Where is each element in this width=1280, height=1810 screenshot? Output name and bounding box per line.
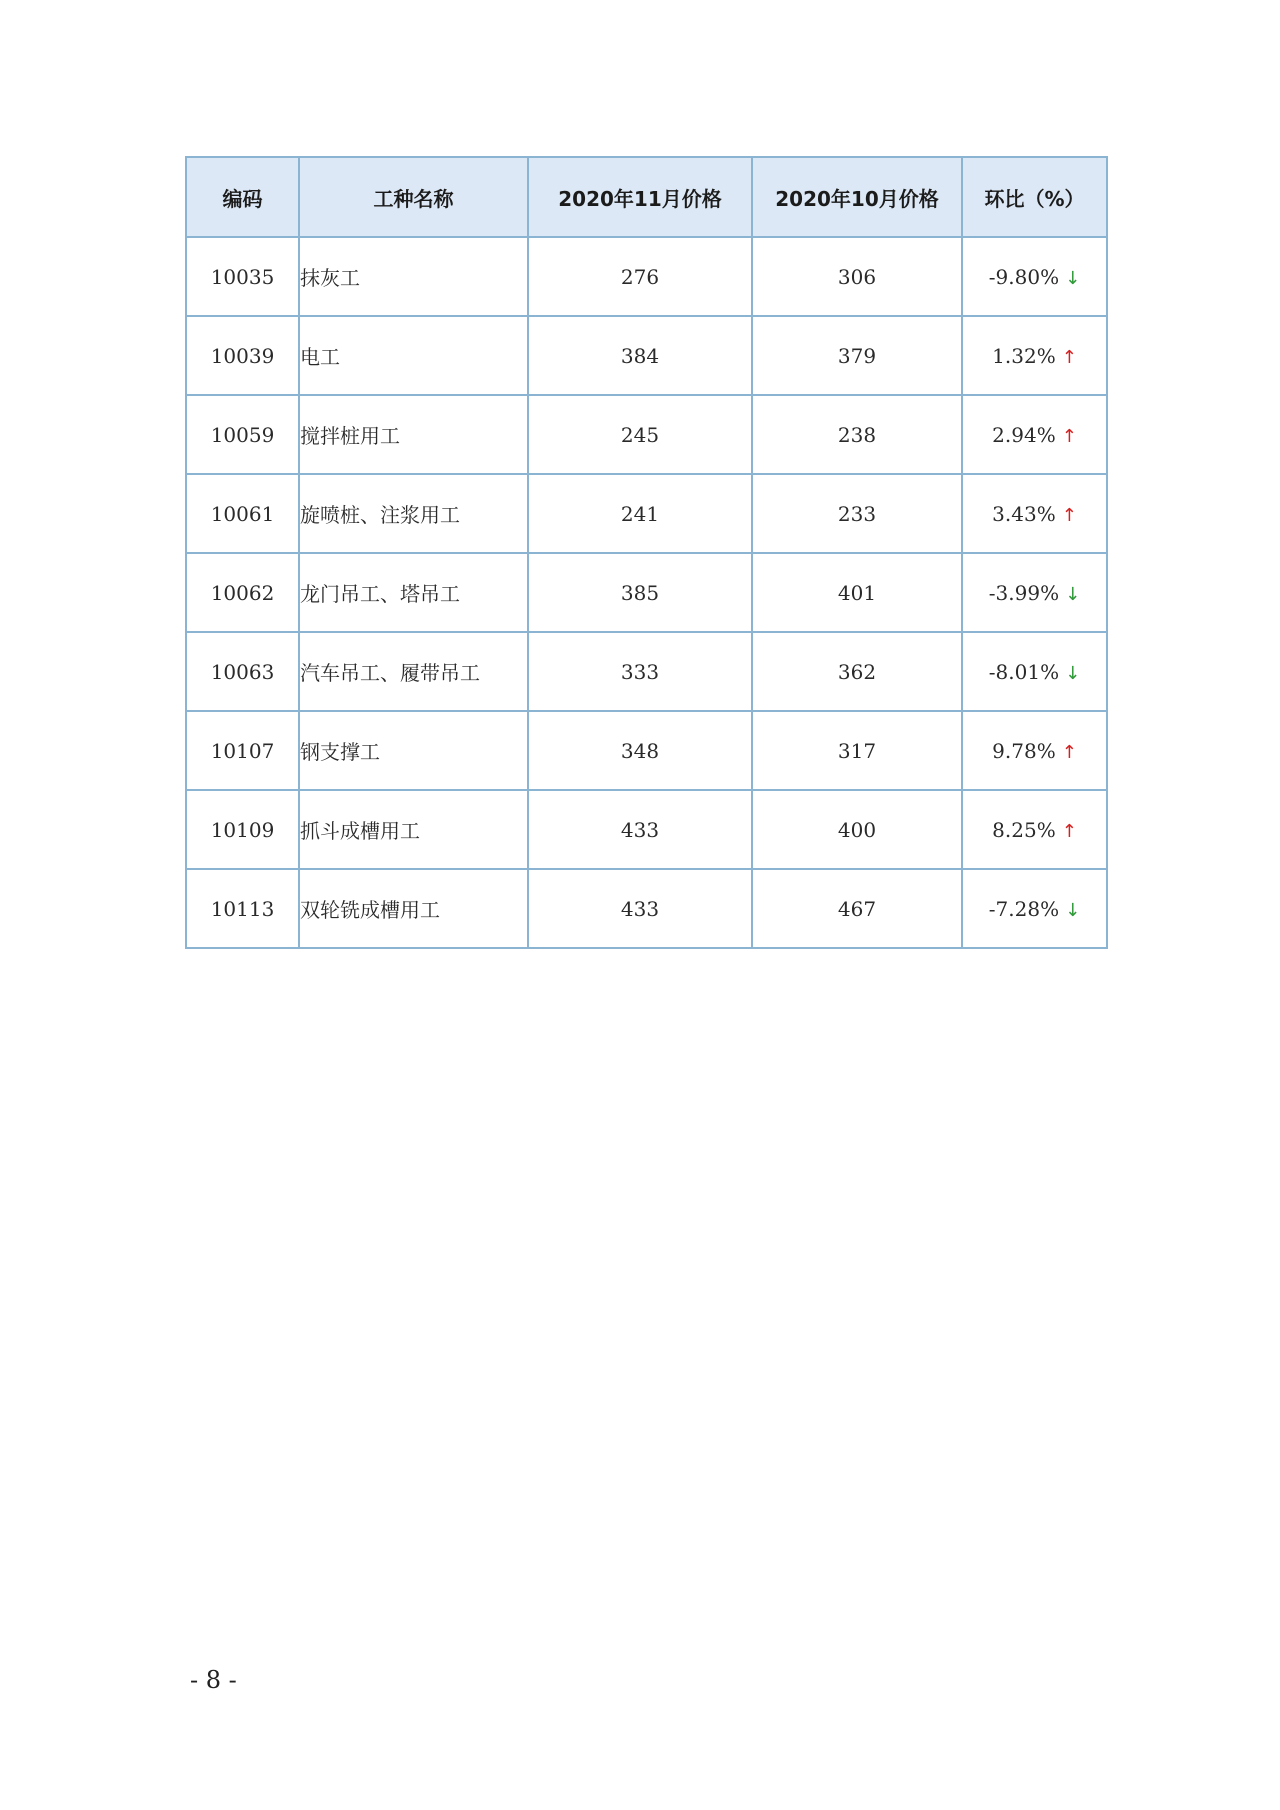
arrow-up-icon: ↑ bbox=[1061, 741, 1077, 763]
cell-nov-price: 384 bbox=[528, 316, 752, 395]
cell-code: 10107 bbox=[186, 711, 299, 790]
table-row bbox=[186, 395, 1107, 474]
cell-code: 10109 bbox=[186, 790, 299, 869]
cell-change bbox=[962, 711, 1107, 790]
cell-name: 抓斗成槽用工 bbox=[299, 790, 528, 869]
cell-nov-price: 433 bbox=[528, 790, 752, 869]
cell-nov-price: 245 bbox=[528, 395, 752, 474]
change-value: -8.01% bbox=[988, 659, 1060, 684]
table-row bbox=[186, 632, 1107, 711]
header-nov-price: 2020年11月价格 bbox=[528, 157, 752, 237]
cell-name: 搅拌桩用工 bbox=[299, 395, 528, 474]
arrow-up-icon: ↑ bbox=[1061, 820, 1077, 842]
cell-change bbox=[962, 474, 1107, 553]
change-value: 8.25% bbox=[992, 817, 1056, 842]
header-oct-price: 2020年10月价格 bbox=[752, 157, 962, 237]
header-change: 环比（%） bbox=[962, 157, 1107, 237]
cell-name: 双轮铣成槽用工 bbox=[299, 869, 528, 948]
cell-name: 旋喷桩、注浆用工 bbox=[299, 474, 528, 553]
arrow-down-icon: ↓ bbox=[1065, 583, 1081, 605]
cell-name: 抹灰工 bbox=[299, 237, 528, 316]
cell-code: 10035 bbox=[186, 237, 299, 316]
cell-nov-price: 333 bbox=[528, 632, 752, 711]
cell-change bbox=[962, 237, 1107, 316]
header-code: 编码 bbox=[186, 157, 299, 237]
table-body bbox=[186, 237, 1107, 948]
table-row bbox=[186, 474, 1107, 553]
table-row bbox=[186, 711, 1107, 790]
arrow-up-icon: ↑ bbox=[1061, 346, 1077, 368]
change-value: -3.99% bbox=[988, 580, 1060, 605]
cell-nov-price: 241 bbox=[528, 474, 752, 553]
cell-name: 汽车吊工、履带吊工 bbox=[299, 632, 528, 711]
cell-oct-price: 362 bbox=[752, 632, 962, 711]
cell-oct-price: 233 bbox=[752, 474, 962, 553]
cell-oct-price: 467 bbox=[752, 869, 962, 948]
labor-price-table bbox=[185, 156, 1108, 949]
arrow-up-icon: ↑ bbox=[1061, 425, 1077, 447]
cell-oct-price: 400 bbox=[752, 790, 962, 869]
table-header-row bbox=[186, 157, 1107, 237]
arrow-down-icon: ↓ bbox=[1065, 899, 1081, 921]
cell-change bbox=[962, 316, 1107, 395]
arrow-down-icon: ↓ bbox=[1065, 267, 1081, 289]
cell-code: 10113 bbox=[186, 869, 299, 948]
change-value: -7.28% bbox=[988, 896, 1060, 921]
cell-nov-price: 276 bbox=[528, 237, 752, 316]
cell-change bbox=[962, 869, 1107, 948]
cell-change bbox=[962, 395, 1107, 474]
page-number: - 8 - bbox=[190, 1666, 237, 1694]
change-value: -9.80% bbox=[988, 264, 1060, 289]
table-row bbox=[186, 790, 1107, 869]
cell-nov-price: 385 bbox=[528, 553, 752, 632]
cell-name: 龙门吊工、塔吊工 bbox=[299, 553, 528, 632]
arrow-up-icon: ↑ bbox=[1061, 504, 1077, 526]
cell-change bbox=[962, 553, 1107, 632]
cell-change bbox=[962, 790, 1107, 869]
arrow-down-icon: ↓ bbox=[1065, 662, 1081, 684]
cell-name: 钢支撑工 bbox=[299, 711, 528, 790]
cell-nov-price: 348 bbox=[528, 711, 752, 790]
cell-change bbox=[962, 632, 1107, 711]
change-value: 3.43% bbox=[992, 501, 1056, 526]
cell-oct-price: 401 bbox=[752, 553, 962, 632]
cell-code: 10059 bbox=[186, 395, 299, 474]
cell-oct-price: 306 bbox=[752, 237, 962, 316]
cell-nov-price: 433 bbox=[528, 869, 752, 948]
change-value: 1.32% bbox=[992, 343, 1056, 368]
cell-oct-price: 379 bbox=[752, 316, 962, 395]
change-value: 9.78% bbox=[992, 738, 1056, 763]
table-row bbox=[186, 316, 1107, 395]
cell-name: 电工 bbox=[299, 316, 528, 395]
change-value: 2.94% bbox=[992, 422, 1056, 447]
table-row bbox=[186, 553, 1107, 632]
cell-code: 10039 bbox=[186, 316, 299, 395]
table-row bbox=[186, 237, 1107, 316]
cell-oct-price: 317 bbox=[752, 711, 962, 790]
cell-code: 10063 bbox=[186, 632, 299, 711]
table-row bbox=[186, 869, 1107, 948]
cell-code: 10061 bbox=[186, 474, 299, 553]
cell-oct-price: 238 bbox=[752, 395, 962, 474]
cell-code: 10062 bbox=[186, 553, 299, 632]
header-name: 工种名称 bbox=[299, 157, 528, 237]
